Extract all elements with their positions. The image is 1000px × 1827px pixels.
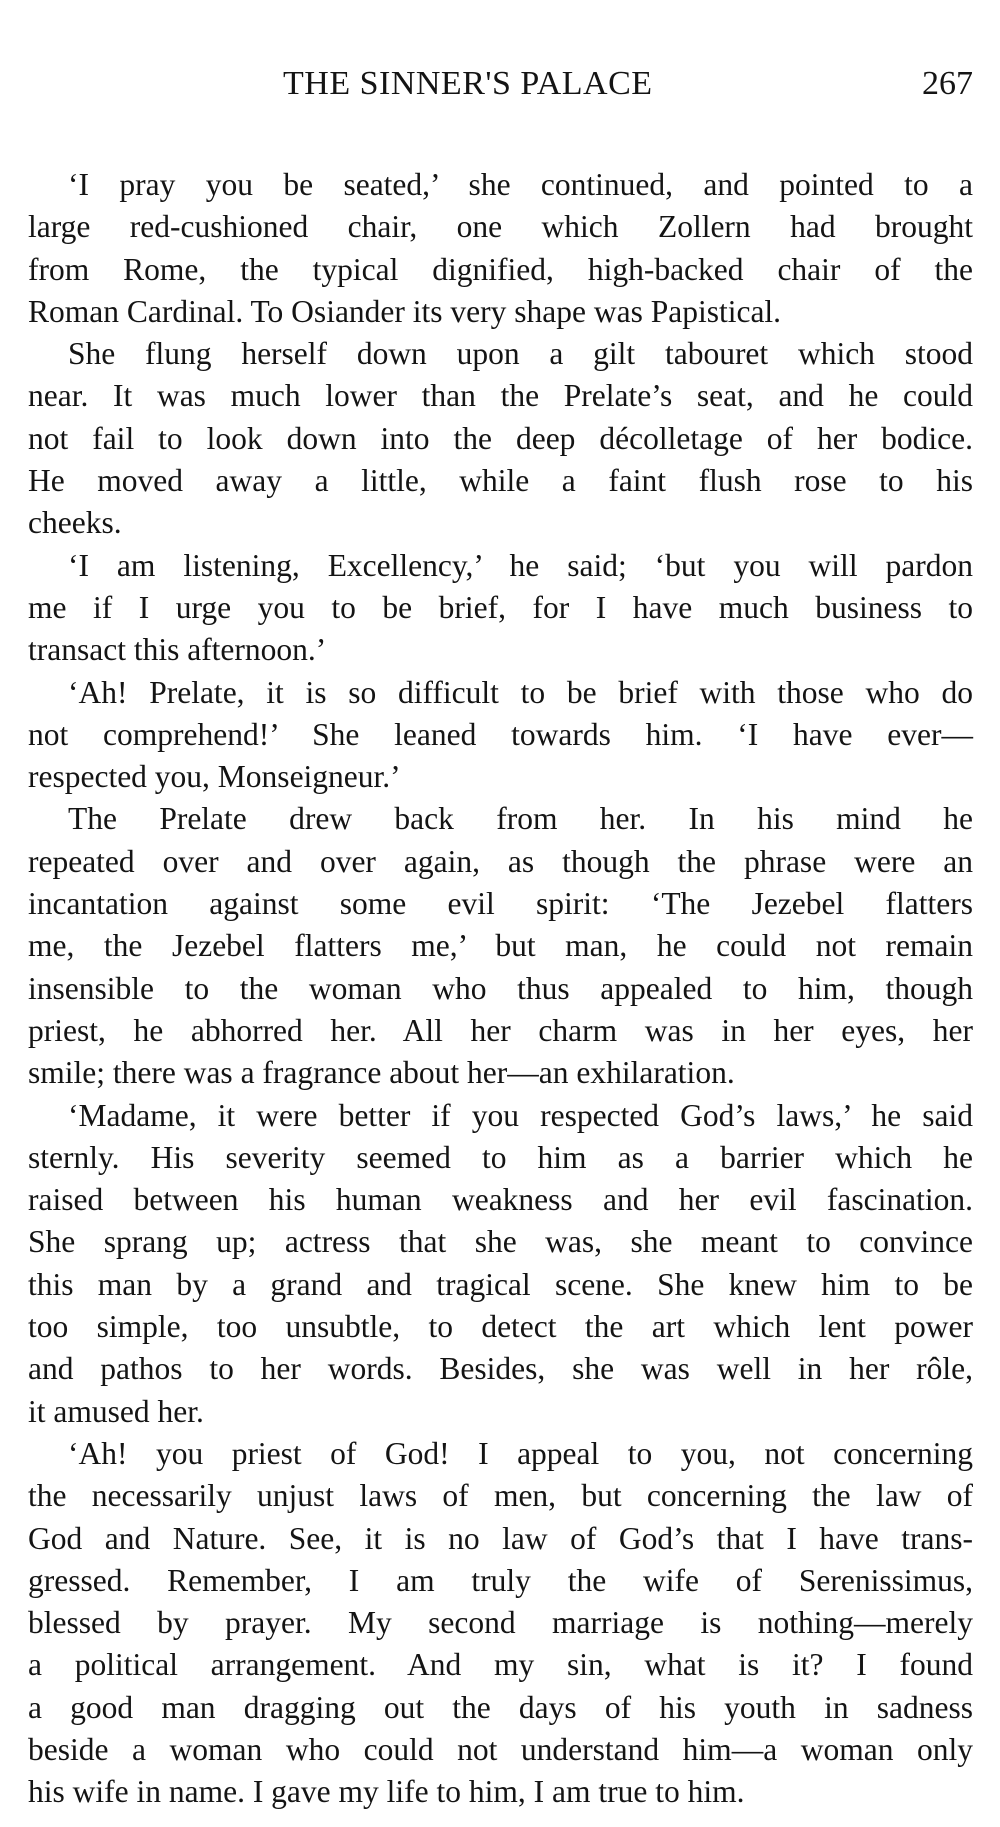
page-header <box>28 62 973 122</box>
text-line: too simple, too unsubtle, to detect the art which lent power <box>28 1309 973 1345</box>
paragraph <box>28 1095 973 1433</box>
text-line: insensible to the woman who thus appealed to him, though <box>28 970 973 1006</box>
text-line: me if I urge you to be brief, for I have much business to <box>28 589 973 625</box>
body-text <box>28 164 973 1814</box>
text-line: sternly. His severity seemed to him as a barrier which he <box>28 1139 973 1175</box>
text-line: incantation against some evil spirit: ‘The Jezebel flatters <box>28 886 973 922</box>
text-line: priest, he abhorred her. All her charm was in her eyes, her <box>28 1012 973 1048</box>
text-line: respected you, Monseigneur.’ <box>28 759 401 795</box>
text-line: this man by a grand and tragical scene. She knew him to be <box>28 1266 973 1302</box>
paragraph <box>28 164 973 333</box>
text-line: me, the Jezebel flatters me,’ but man, he could not remain <box>28 928 973 964</box>
text-line: the necessarily unjust laws of men, but concerning the law of <box>28 1478 973 1514</box>
text-line: large red-cushioned chair, one which Zollern had brought <box>28 209 973 245</box>
text-line: gressed. Remember, I am truly the wife of Serenissimus, <box>28 1562 973 1598</box>
text-line: his wife in name. I gave my life to him, I am true to him. <box>28 1774 745 1810</box>
text-line: He moved away a little, while a faint flush rose to his <box>28 463 973 499</box>
text-line: from Rome, the typical dignified, high-backed chair of the <box>28 251 973 287</box>
text-line: raised between his human weakness and her evil fascination. <box>28 1182 973 1218</box>
text-line: cheeks. <box>28 505 122 541</box>
running-title: THE SINNER'S PALACE <box>283 65 653 102</box>
text-line: repeated over and over again, as though the phrase were an <box>28 843 973 879</box>
text-line: it amused her. <box>28 1393 204 1429</box>
text-line: God and Nature. See, it is no law of God’s that I have trans- <box>28 1520 973 1556</box>
text-line: beside a woman who could not understand him—a woman only <box>28 1731 973 1767</box>
text-line: blessed by prayer. My second marriage is nothing—merely <box>28 1605 973 1641</box>
text-line: ‘I am listening, Excellency,’ he said; ‘but you will pardon <box>68 547 973 583</box>
text-line: near. It was much lower than the Prelate’s seat, and he could <box>28 378 973 414</box>
text-line: not comprehend!’ She leaned towards him. ‘I have ever— <box>28 716 973 752</box>
text-line: smile; there was a fragrance about her—an exhilaration. <box>28 1055 735 1091</box>
text-line: and pathos to her words. Besides, she was well in her rôle, <box>28 1351 973 1387</box>
text-line: ‘Ah! you priest of God! I appeal to you, not concerning <box>68 1435 973 1471</box>
text-line: She flung herself down upon a gilt tabouret which stood <box>68 336 973 372</box>
text-line: The Prelate drew back from her. In his mind he <box>68 801 973 837</box>
text-line: ‘Madame, it were better if you respected God’s laws,’ he said <box>68 1097 973 1133</box>
text-line: ‘I pray you be seated,’ she continued, and pointed to a <box>68 167 973 202</box>
text-line: a political arrangement. And my sin, what is it? I found <box>28 1647 973 1683</box>
paragraph <box>28 545 973 672</box>
text-line: ‘Ah! Prelate, it is so difficult to be brief with those who do <box>68 674 973 710</box>
paragraph <box>28 333 973 544</box>
text-line: transact this afternoon.’ <box>28 632 327 668</box>
text-line: She sprang up; actress that she was, she meant to convince <box>28 1224 973 1260</box>
text-line: not fail to look down into the deep décolletage of her bodice. <box>28 420 973 456</box>
paragraph <box>28 672 973 799</box>
paragraph <box>28 798 973 1094</box>
text-line: a good man dragging out the days of his youth in sadness <box>28 1689 973 1725</box>
page-number: 267 <box>922 65 973 102</box>
book-page <box>28 0 973 1814</box>
text-line: Roman Cardinal. To Osiander its very shape was Papistical. <box>28 293 782 329</box>
paragraph <box>28 1433 973 1814</box>
